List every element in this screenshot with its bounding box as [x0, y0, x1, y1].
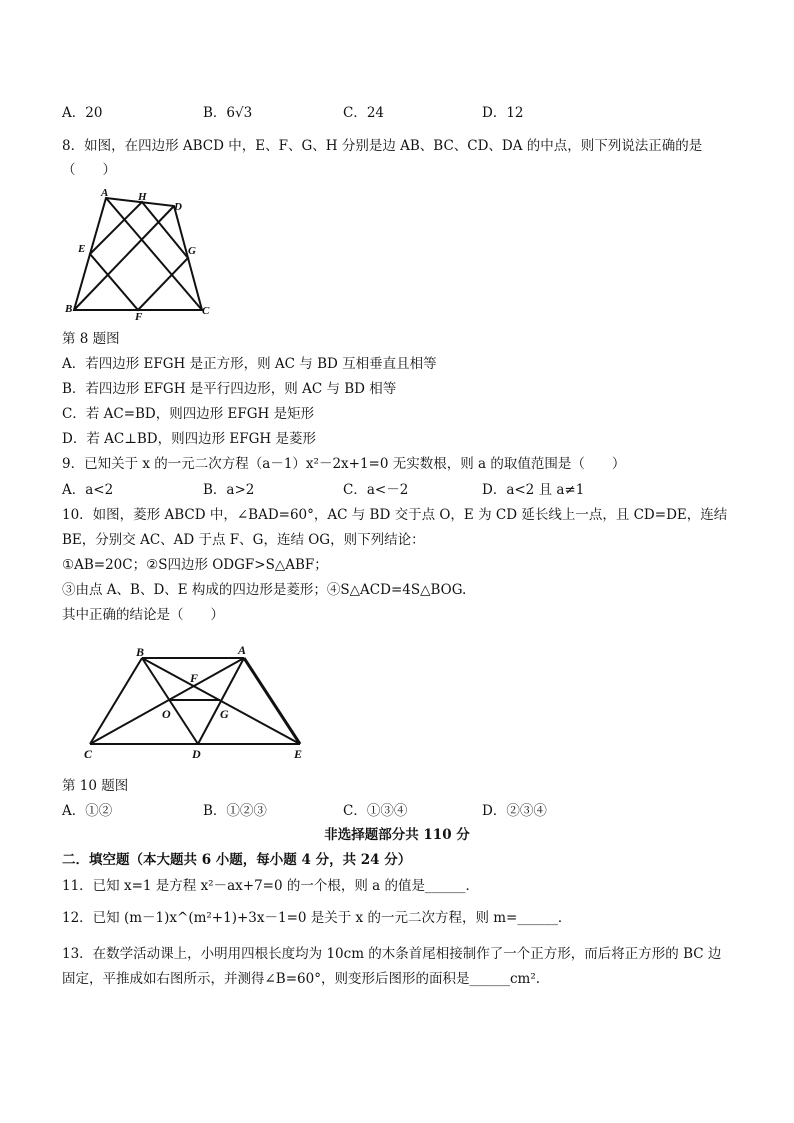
q10-question: 其中正确的结论是（ ） — [62, 607, 224, 623]
q8-figure — [62, 186, 222, 321]
q10-option-c: C．①③④ — [343, 803, 408, 819]
q7-option-d: D．12 — [482, 105, 524, 121]
q8-option-c: C．若 AC=BD，则四边形 EFGH 是矩形 — [62, 406, 315, 422]
q10-option-a: A．①② — [62, 803, 113, 819]
q10-conclusion-line1: ①AB=20C；②S四边形 ODGF>S△ABF； — [62, 557, 328, 573]
q8-label-g: G — [188, 245, 196, 257]
q7-option-b: B．6√3 — [203, 105, 253, 121]
q10-label-a: A — [238, 643, 247, 657]
q9-option-d: D．a<2 且 a≠1 — [482, 482, 585, 498]
q8-option-b: B．若四边形 EFGH 是平行四边形，则 AC 与 BD 相等 — [62, 381, 397, 397]
q8-label-h: H — [138, 191, 147, 203]
section2-heading: 二．填空题（本大题共 6 小题，每小题 4 分，共 24 分） — [62, 852, 412, 868]
q8-option-d: D．若 AC⊥BD，则四边形 EFGH 是菱形 — [62, 431, 316, 447]
q10-stem-line2: BE，分别交 AC、AD 于点 F、G，连结 OG，则下列结论： — [62, 532, 425, 548]
q11-text: 11．已知 x=1 是方程 x²－ax+7=0 的一个根，则 a 的值是______． — [62, 878, 479, 894]
q8-label-a: A — [101, 187, 109, 199]
q12-text: 12．已知 (m－1)x^(m²+1)+3x－1=0 是关于 x 的一元二次方程，则 m=______． — [62, 910, 572, 926]
q8-label-c: C — [202, 305, 210, 317]
q7-option-c: C．24 — [343, 105, 385, 121]
q13-line1: 13．在数学活动课上，小明用四根长度均为 10cm 的木条首尾相接制作了一个正方形，而后将正方形的 BC 边 — [62, 946, 722, 962]
q13-line2: 固定，平推成如右图所示，并测得∠B=60°，则变形后图形的面积是______cm². — [62, 971, 541, 987]
q10-option-b: B．①②③ — [203, 803, 267, 819]
q10-label-d: D — [192, 747, 201, 761]
q10-side-bc — [90, 658, 142, 744]
q9-stem: 9．已知关于 x 的一元二次方程（a－1）x²－2x+1=0 无实数根，则 a 的取值范围是（ ） — [62, 456, 626, 472]
q10-label-f: F — [190, 671, 199, 685]
q10-label-b: B — [136, 645, 145, 659]
q8-option-a: A．若四边形 EFGH 是正方形，则 AC 与 BD 互相垂直且相等 — [62, 356, 437, 372]
q8-label-b: B — [65, 303, 73, 315]
q8-stem-line2: （ ） — [62, 162, 116, 178]
q10-figure-caption: 第 10 题图 — [62, 778, 129, 794]
q8-label-f: F — [135, 311, 143, 321]
q8-figure-caption: 第 8 题图 — [62, 331, 120, 347]
q9-option-b: B．a>2 — [203, 482, 255, 498]
q10-figure — [78, 640, 318, 765]
q8-label-e: E — [78, 243, 86, 255]
q10-label-c: C — [84, 747, 93, 761]
section-nonchoice-title: 非选择题部分共 110 分 — [324, 827, 470, 843]
q10-option-d: D．②③④ — [482, 803, 547, 819]
q8-quadrilateral-efgh — [90, 202, 188, 310]
q10-line-ae — [244, 658, 300, 744]
q10-label-g: G — [220, 707, 229, 721]
q10-label-e: E — [294, 747, 303, 761]
q10-conclusion-line2: ③由点 A、B、D、E 构成的四边形是菱形；④S△ACD=4S△BOG. — [62, 582, 467, 598]
q7-option-a: A．20 — [62, 105, 103, 121]
q8-label-d: D — [174, 201, 182, 213]
q9-option-c: C．a<－2 — [343, 482, 409, 498]
q10-label-o: O — [162, 707, 171, 721]
q8-quadrilateral-abcd — [74, 198, 202, 310]
q10-stem-line1: 10．如图，菱形 ABCD 中，∠BAD=60°，AC 与 BD 交于点 O，E 为 CD 延长线上一点，且 CD=DE，连结 — [62, 507, 728, 523]
q8-stem-line1: 8．如图，在四边形 ABCD 中，E、F、G、H 分别是边 AB、BC、CD、DA 的中点，则下列说法正确的是 — [62, 138, 703, 154]
q9-option-a: A．a<2 — [62, 482, 114, 498]
